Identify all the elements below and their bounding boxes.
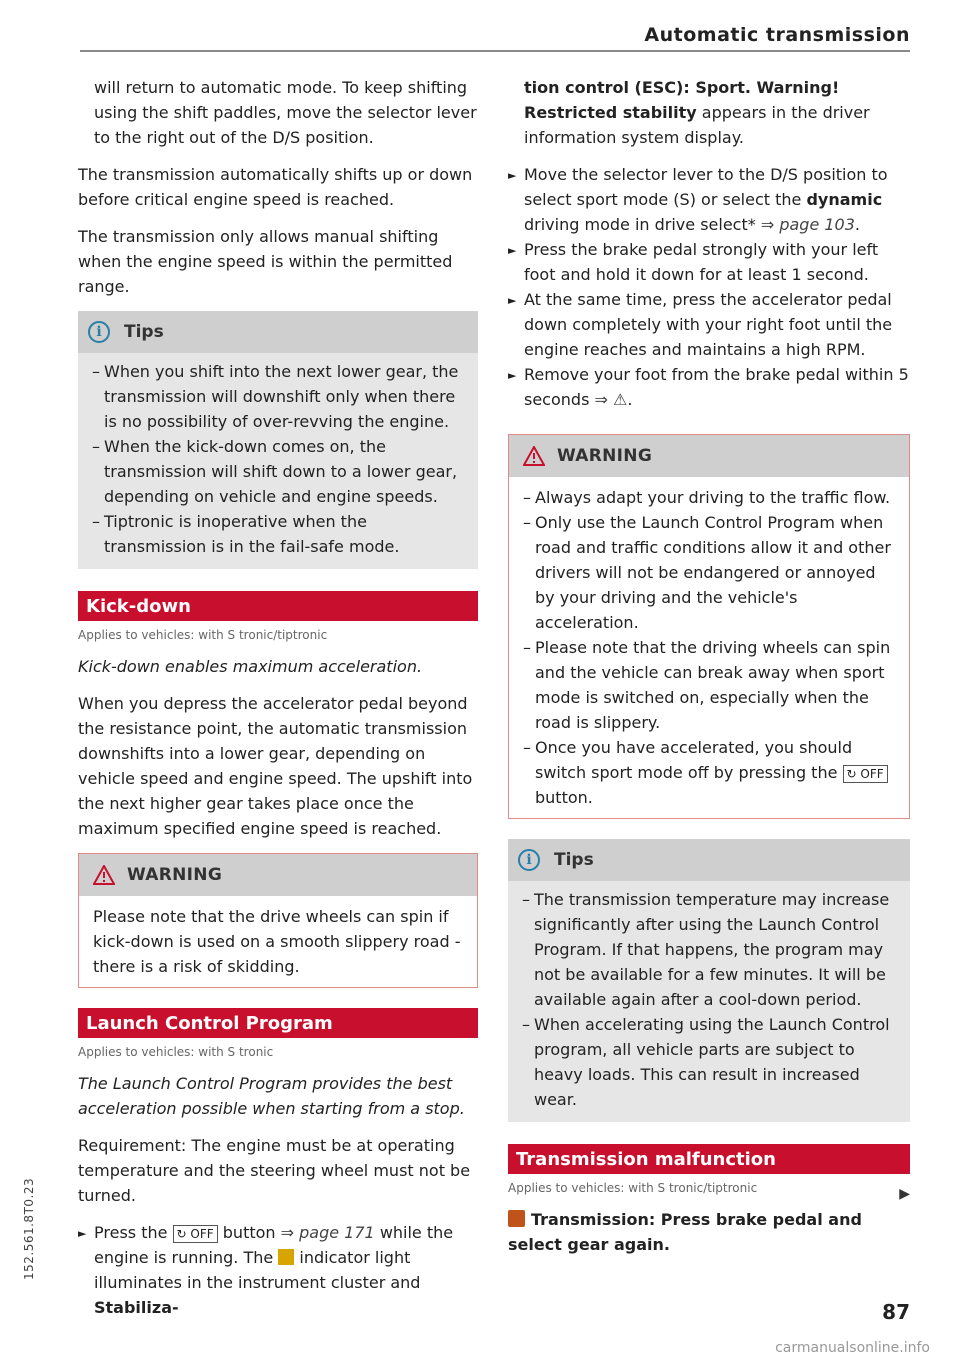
warning-triangle-icon (523, 446, 545, 466)
page-number: 87 (882, 1300, 910, 1324)
launch-step: ► Remove your foot from the brake pedal within 5 seconds ⇒ ⚠. (508, 362, 910, 412)
left-column (78, 75, 478, 1320)
watermark: carmanualsonline.info (775, 1340, 930, 1356)
tips-item: – The transmission temperature may increase significantly after using the Launch Control Program. If that happens, the program may not be available for a few minutes. It will be available again after a cool-down period. (522, 890, 890, 1009)
warning-item: – Only use the Launch Control Program when road and traffic conditions allow it and other drivers will not be endangered or annoyed by your driving and the vehicle's acceleration. (523, 513, 891, 632)
section-launch-title: Launch Control Program (78, 1008, 478, 1038)
tips-item: – When the kick-down comes on, the transmission will shift down to a lower gear, depending on vehicle and engine speeds. (92, 437, 458, 506)
launch-step: ► Move the selector lever to the D/S position to select sport mode (S) or select the dynamic driving mode in drive select* ⇒ page 103. (508, 162, 910, 237)
esc-off-button-label: ↻ OFF (173, 1225, 218, 1243)
section-kickdown-title: Kick-down (78, 591, 478, 621)
paragraph-continued: tion control (ESC): Sport. Warning! Restricted stability appears in the driver information system display. (524, 78, 870, 147)
info-icon: i (518, 849, 540, 871)
paragraph-continued: will return to automatic mode. To keep shifting using the shift paddles, move the selector lever to the right out of the D/S position. (94, 78, 477, 147)
applies-note: Applies to vehicles: with S tronic/tiptronic (78, 628, 328, 642)
launch-step: ► At the same time, press the accelerator pedal down completely with your right foot until the engine reaches and maintains a high RPM. (508, 287, 910, 362)
page-reference: ⇒ page 171 (280, 1223, 375, 1242)
tips-header (78, 311, 478, 353)
right-column (508, 75, 910, 1269)
malfunction-heading: Transmission: Press brake pedal and select gear again. (508, 1210, 862, 1254)
launch-step: ► Press the ↻ OFF button ⇒ page 171 while the engine is running. The indicator light illuminates in the instrument cluster and Stabiliza- (78, 1220, 478, 1320)
applies-note: Applies to vehicles: with S tronic (78, 1045, 274, 1059)
warning-triangle-icon (93, 865, 115, 885)
tips-title: Tips (554, 850, 594, 870)
launch-step: ► Press the brake pedal strongly with your left foot and hold it down for at least 1 second. (508, 237, 910, 287)
tips-box-right (508, 839, 910, 1122)
page-reference: ⇒ page 103 (760, 215, 855, 234)
continue-arrow-icon: ▶ (899, 1186, 910, 1202)
warning-box-kickdown (78, 853, 478, 988)
kickdown-intro: Kick-down enables maximum acceleration. (78, 657, 423, 676)
warning-text: Please note that the drive wheels can spin if kick-down is used on a smooth slippery road - there is a risk of skidding. (93, 907, 461, 976)
bullet-arrow-icon: ► (78, 1227, 87, 1240)
document-code: 152.561.8T0.23 (22, 1177, 36, 1280)
applies-note: Applies to vehicles: with S tronic/tiptronic (508, 1181, 758, 1195)
page-header-title: Automatic transmission (644, 24, 910, 46)
warning-item: – Once you have accelerated, you should switch sport mode off by pressing the ↻ OFF button. (523, 735, 895, 810)
tips-item: – When you shift into the next lower gear, the transmission will downshift only when there is no possibility of over-revving the engine. (92, 362, 459, 431)
warning-title: WARNING (127, 865, 223, 885)
indicator-light-icon (278, 1249, 294, 1265)
tips-title: Tips (124, 322, 164, 342)
kickdown-body: When you depress the accelerator pedal beyond the resistance point, the automatic transmission downshifts into a lower gear, depending on vehicle speed and engine speed. The upshift into the next higher gear takes place once the maximum specified engine speed is reached. (78, 694, 473, 838)
transmission-warning-icon (508, 1210, 525, 1227)
launch-intro: The Launch Control Program provides the best acceleration possible when starting from a stop. (78, 1074, 465, 1118)
bullet-arrow-icon: ► (508, 294, 517, 307)
tips-header (508, 839, 910, 881)
tips-box-left (78, 311, 478, 569)
info-icon: i (88, 321, 110, 343)
bullet-arrow-icon: ► (508, 169, 517, 182)
tips-item: – When accelerating using the Launch Control program, all vehicle parts are subject to heavy loads. This can result in increased wear. (522, 1015, 890, 1109)
warning-item: – Always adapt your driving to the traffic flow. (523, 488, 891, 507)
tips-item: – Tiptronic is inoperative when the transmission is in the fail-safe mode. (92, 512, 400, 556)
header-rule (80, 50, 910, 52)
launch-requirement: Requirement: The engine must be at operating temperature and the steering wheel must not be turned. (78, 1136, 471, 1205)
bullet-arrow-icon: ► (508, 369, 517, 382)
warning-item: – Please note that the driving wheels can spin and the vehicle can break away when sport mode is switched on, especially when the road is slippery. (523, 638, 891, 732)
bullet-arrow-icon: ► (508, 244, 517, 257)
paragraph-auto-shift: The transmission automatically shifts up or down before critical engine speed is reached. (78, 165, 473, 209)
warning-box-launch (508, 434, 910, 819)
paragraph-manual-shift: The transmission only allows manual shifting when the engine speed is within the permitted range. (78, 227, 453, 296)
section-malfunction-title: Transmission malfunction (508, 1144, 910, 1174)
warning-reference: ⇒ ⚠ (594, 390, 628, 409)
esc-off-button-label: ↻ OFF (843, 765, 888, 783)
warning-title: WARNING (557, 446, 653, 466)
